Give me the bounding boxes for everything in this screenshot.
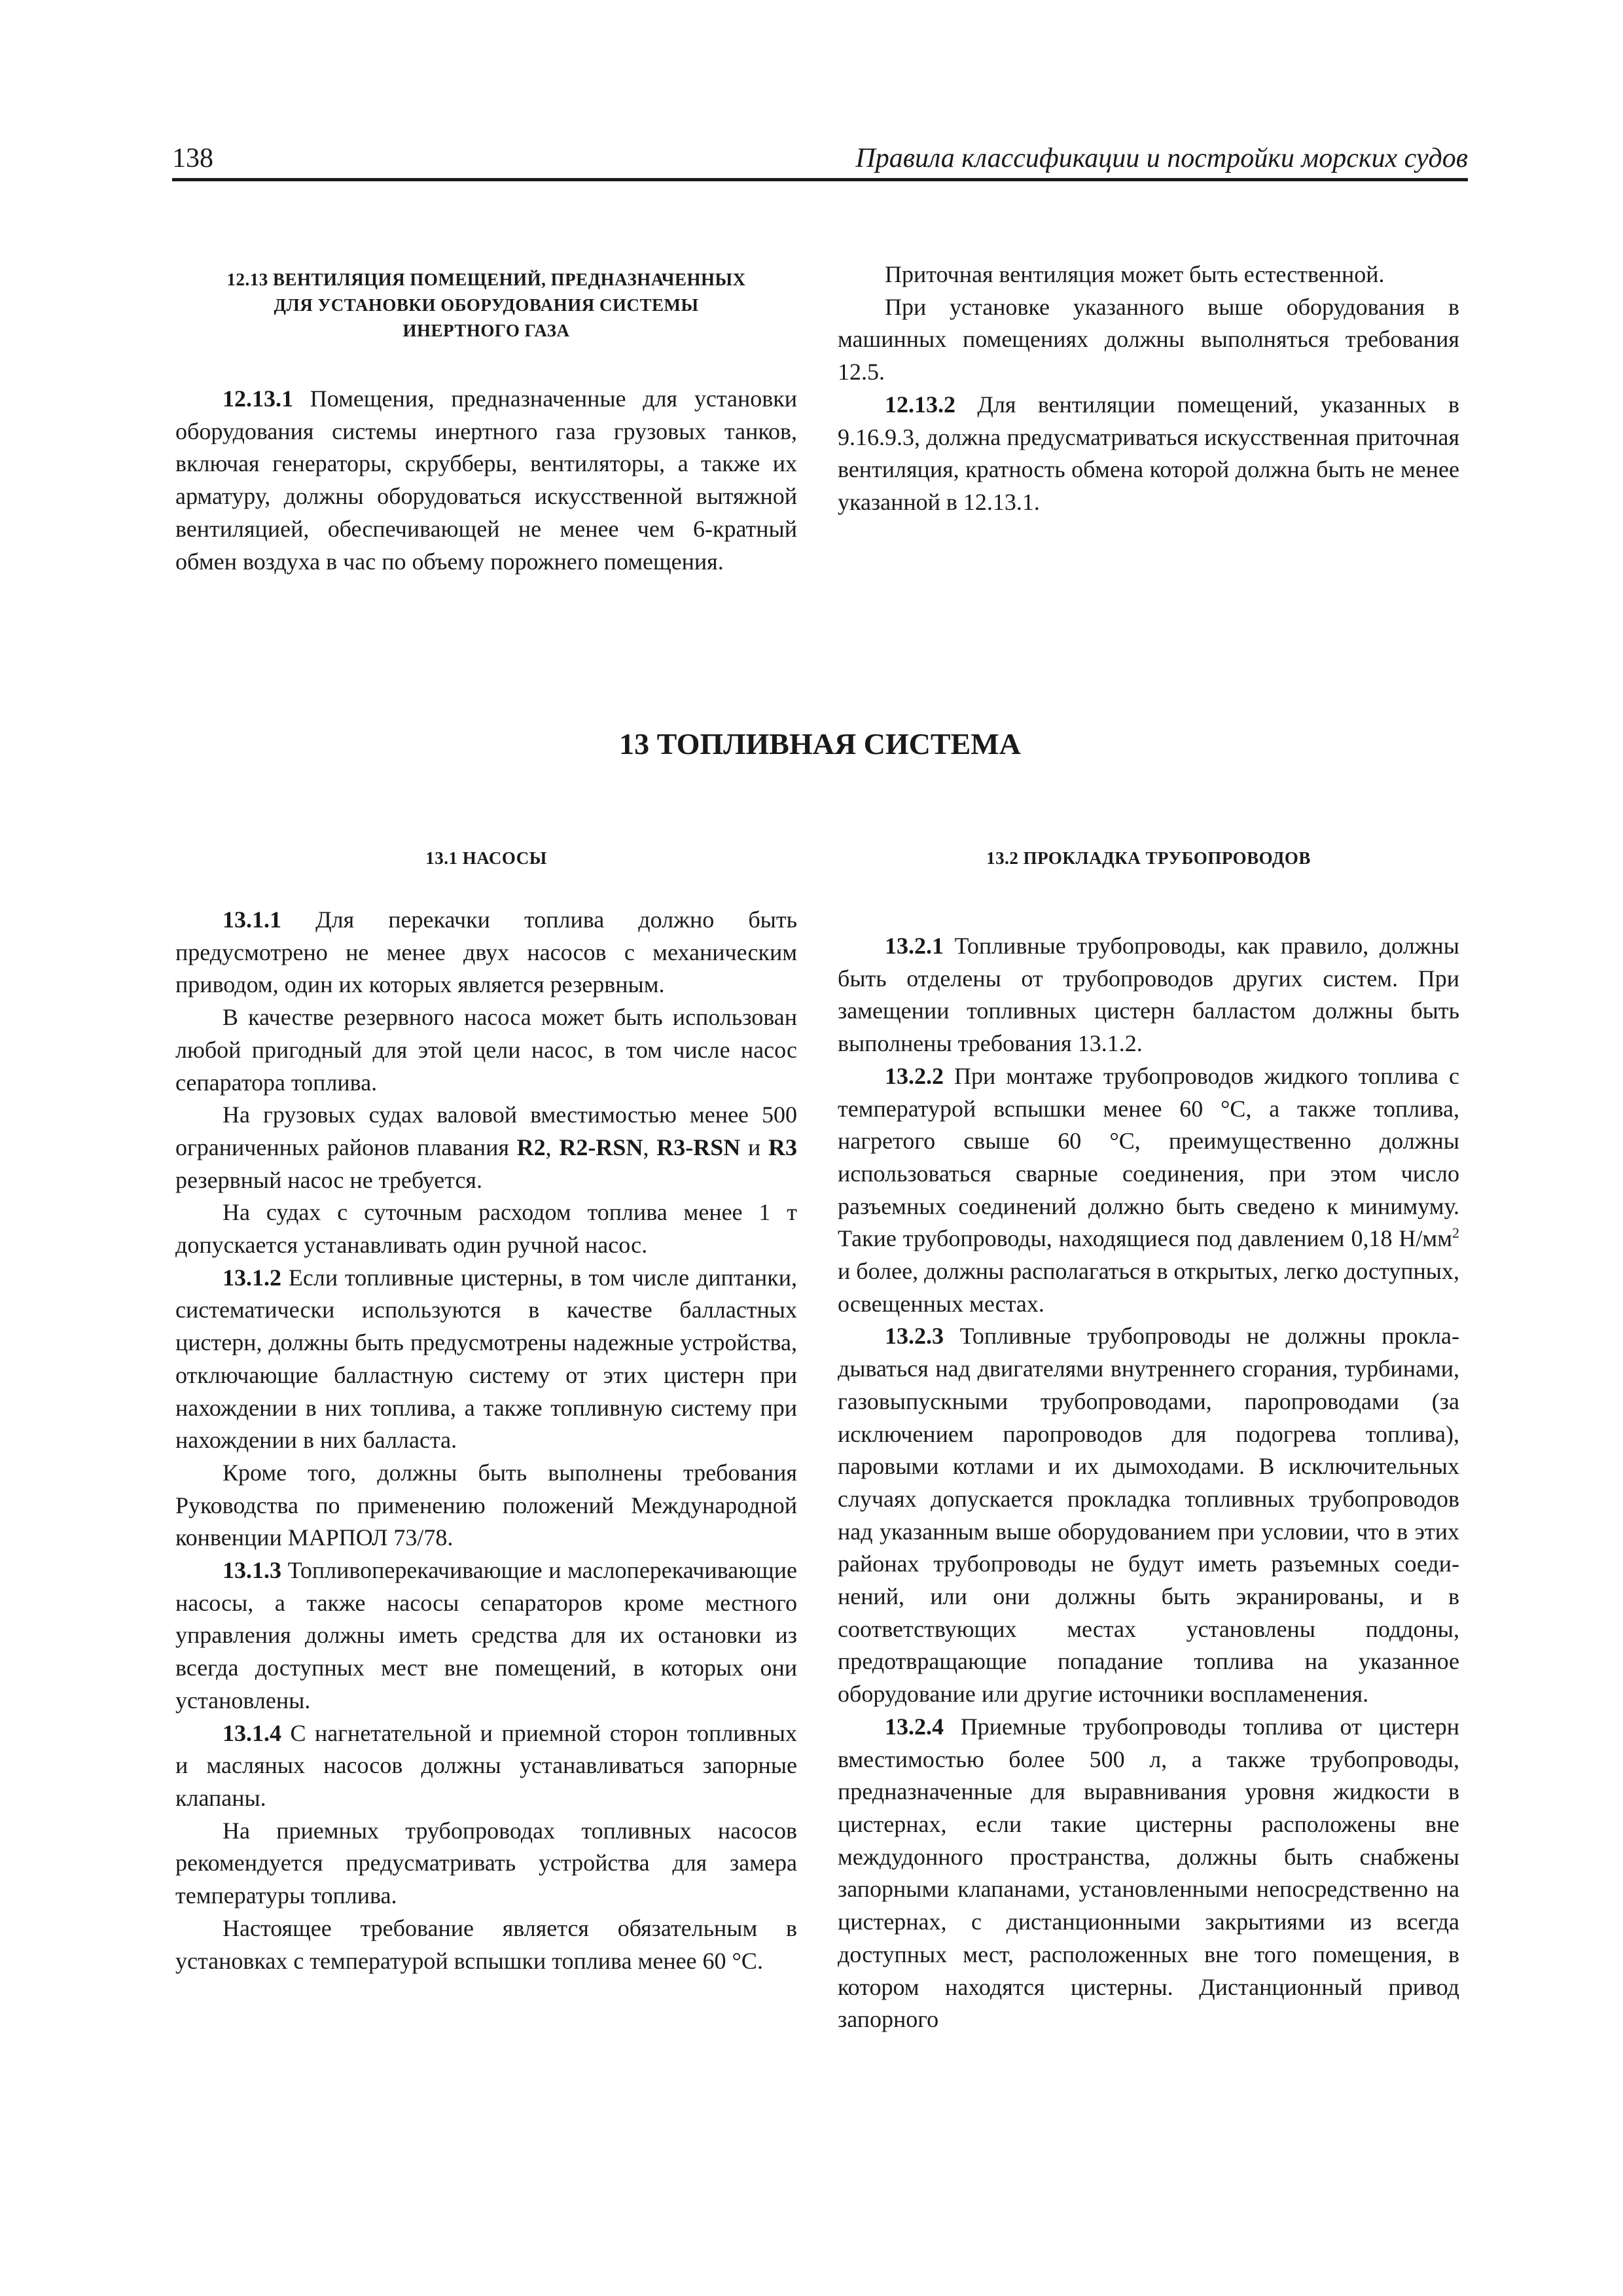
section-heading-13-2: 13.2 ПРОКЛАДКА ТРУБОПРОВОДОВ [986, 848, 1311, 868]
clause-number: 13.1.4 [223, 1719, 281, 1746]
paragraph-13-1-4 [175, 1717, 797, 1815]
paragraph-12-13-1 [175, 383, 797, 578]
class-notation: R3 [768, 1134, 798, 1160]
clause-number: 13.2.2 [885, 1062, 944, 1089]
paragraph-text: С нагнетательной и приемной сторон топливных и масляных насосов должны устанавливаться запорные клапаны. [175, 1719, 797, 1811]
paragraph-text: Для вентиляции помещений, указанных в 9.16.9.3, должна предусматриваться искусственная приточная вентиляция, кратность обмена которой должна быть не менее указанной в 12.13.1. [838, 391, 1460, 515]
paragraph-marpol: Кроме того, должны быть выполнены требования Руководства по применению положений Международной конвенции МАРПОЛ 73/78. [175, 1459, 797, 1551]
clause-number: 13.2.1 [885, 933, 944, 959]
section-12-13-left [175, 267, 797, 578]
heading-line: ИНЕРТНОГО ГАЗА [402, 321, 570, 340]
paragraph-text: резервный насос не требуется. [175, 1166, 482, 1193]
paragraph-hand-pump: На судах с суточным расходом топлива менее 1 т допускается устанавливать один ручной насос. [175, 1199, 797, 1259]
class-notation: R2 [516, 1134, 546, 1160]
paragraph-text: Приемные трубопроводы топлива от цистерн вместимостью более 500 л, а также трубопроводы, предназначенные для выравнивания уровня жидкости в цистернах, если такие цистерны расположены вне междудонного пространства, должны быть снабжены запорными клапанами, установленными непосредственно на цистернах, с дистанционными закрытиями из всегда доступных мест, расположенных вне того помещения, в котором находятся цистерны. Дистанционный привод запорного [838, 1713, 1459, 2033]
conjunction: и [748, 1134, 761, 1160]
paragraph-mandatory-requirement: Настоящее требование является обязательным в установках с температурой вспышки топлива менее 60 °С. [175, 1914, 797, 1974]
paragraph-cargo-ships: На грузовых судах валовой вместимостью менее 500 ограниченных районов плавания R2, R2-RSN, R3-RSN и R3 резервный насос не требуется. [175, 1102, 798, 1193]
paragraph-13-2-2 [838, 1060, 1459, 1321]
clause-number: 13.1.3 [223, 1557, 281, 1584]
paragraph-13-1-1 [175, 904, 797, 1001]
clause-number: 12.13.1 [223, 386, 293, 412]
paragraph-text: и более, должны располагаться в открытых, легко доступных, освещенных местах. [838, 1258, 1459, 1317]
clause-number: 13.1.1 [223, 906, 281, 933]
class-notation: R3-RSN [656, 1134, 741, 1160]
paragraph-supply-ventilation: Приточная вентиляция может быть естественной. [885, 261, 1385, 287]
clause-number: 12.13.2 [885, 391, 955, 418]
paragraph-text: Для перекачки топлива должно быть предусмотрено не менее двух насосов с механическим приводом, один их которых является резервным. [175, 906, 797, 998]
paragraph-text: Топливоперекачивающие и маслоперекачивающие насосы, а также насосы сепараторов кроме местного управления должны иметь средства для их остановки из всегда доступных мест вне помещений, в которых они установлены. [175, 1557, 797, 1713]
paragraph-13-1-2 [175, 1262, 797, 1457]
paragraph-text: На грузовых судах валовой вместимостью менее 500 ограниченных районов плавания [175, 1102, 797, 1160]
paragraph-text: При монтаже трубопроводов жидкого топлива с температурой вспышки менее 60 °С, а также топлива, нагретого свыше 60 °С, преимущественно должны использоваться сварные соединения, при этом число разъемных соединений должно быть сведено к минимуму. Такие трубопроводы, находящиеся под давлением 0,18 Н/мм [838, 1062, 1459, 1252]
running-title: Правила классификации и постройки морских судов [855, 143, 1468, 173]
section-heading-12-13 [175, 267, 797, 344]
paragraph-12-13-2 [838, 389, 1459, 519]
section-heading-13-1: 13.1 НАСОСЫ [425, 848, 547, 868]
paragraph-13-1-3 [175, 1554, 797, 1717]
paragraph-13-2-3 [838, 1320, 1459, 1710]
section-12-13-right [838, 259, 1459, 519]
paragraph-temperature-measurement: На приемных трубопроводах топливных насосов рекомендуется предусматривать устройства для замера температуры топлива. [175, 1817, 797, 1909]
page-header [172, 143, 1468, 182]
clause-number: 13.1.2 [223, 1264, 281, 1291]
header-rule [172, 178, 1468, 181]
paragraph-machinery-spaces: При установке указанного выше оборудования в машинных помещениях должны выполняться требования 12.5. [838, 293, 1459, 386]
superscript: 2 [1452, 1225, 1459, 1242]
paragraph-13-2-4 [838, 1711, 1459, 2036]
paragraph-text: Помещения, предназначенные для установки оборудования системы инертного газа грузовых танков, включая генераторы, скрубберы, вентиляторы, а также их арматуру, должны оборудоваться искусственной вытяжной вентиляцией, обеспечивающей не менее чем 6-кратный обмен воздуха в час по объему порожнего помещения. [175, 386, 798, 575]
paragraph-reserve-pump: В качестве резервного насоса может быть использован любой пригодный для этой цели насос, в том числе насос сепаратора топлива. [175, 1004, 797, 1096]
clause-number: 13.2.4 [885, 1713, 944, 1740]
class-notation: R2-RSN [559, 1134, 643, 1160]
section-13-2 [838, 846, 1459, 2036]
chapter-title: 13 ТОПЛИВНАЯ СИСТЕМА [619, 727, 1021, 761]
clause-number: 13.2.3 [885, 1323, 944, 1350]
section-13-1 [175, 846, 797, 1977]
paragraph-text: Топливные трубопроводы, как правило, должны быть отделены от трубопроводов других систем. При замещении топливных цистерн балластом должны быть выполнены требования 13.1.2. [838, 933, 1459, 1057]
heading-line: 12.13 ВЕНТИЛЯЦИЯ ПОМЕЩЕНИЙ, ПРЕДНАЗНАЧЕННЫХ [226, 270, 746, 289]
paragraph-text: Если топливные цистерны, в том числе диптанки, систематически используются в качестве балластных цистерн, должны быть предусмотрены надежные устройства, отключающие балластную систему от этих цистерн при нахождении в них топлива, а также топливную систему при нахождении в них балласта. [175, 1264, 797, 1454]
page-number: 138 [172, 143, 213, 173]
paragraph-text: Топливные трубопроводы не должны прокладываться над двигателями внутреннего сгорания, турбинами, газовыпускными трубопроводами, паропроводами (за исключением паропроводов для подогрева топлива), паровыми котлами и их дымоходами. В исключительных случаях допускается прокладка топливных трубопроводов над указанным выше оборудованием при условии, что в этих районах трубопроводы не будут иметь разъемных соединений, или они должны быть экранированы, и в соответствующих местах установлены поддоны, предотвращающие попадание топлива на указанное оборудование или другие источники воспламенения. [838, 1323, 1460, 1708]
paragraph-13-2-1 [838, 930, 1459, 1060]
heading-line: ДЛЯ УСТАНОВКИ ОБОРУДОВАНИЯ СИСТЕМЫ [274, 295, 699, 315]
